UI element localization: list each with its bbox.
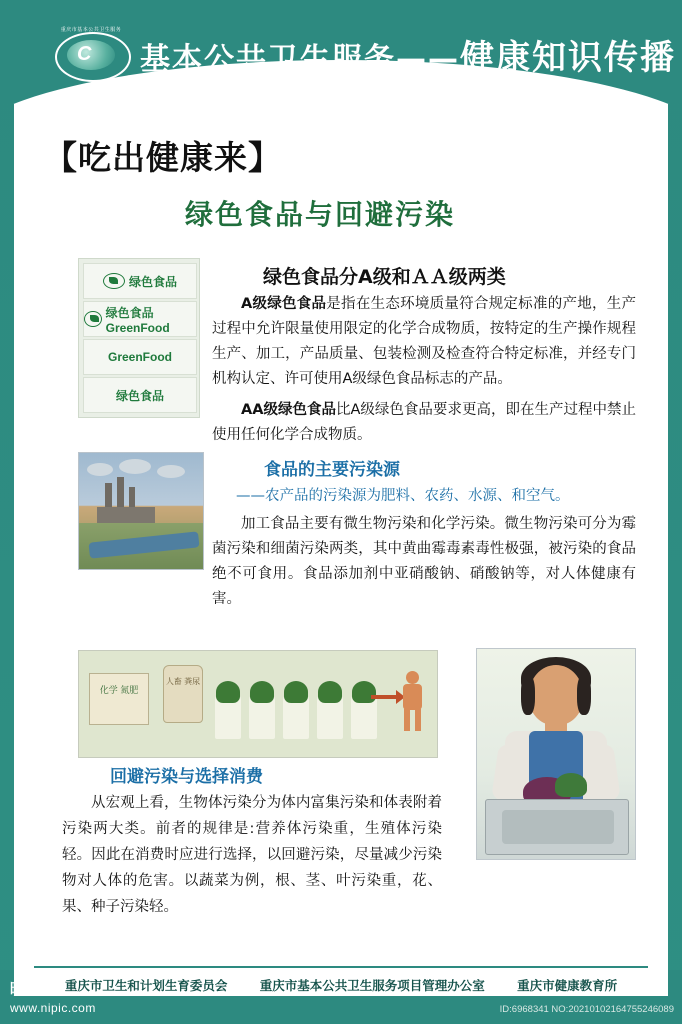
manure-jar-icon: 人畜 粪尿 [163,665,203,723]
section1-paragraph-1 [212,292,636,392]
vegetable-row [215,677,385,739]
figure-head [406,671,419,684]
section1-p2-lead: AA级绿色食品 [241,402,336,418]
watermark-url: www.nipic.com [10,1001,96,1015]
woman-washing-vegetables-image [476,648,636,860]
section1-p1-text: 是指在生态环境质量符合规定标准的产地，生产过程中允许限量使用限定的化学合成物质，按特定的生产操作规程生产、加工，产品质量、包装检测及检查符合特定标准，并经专门机构认定、许可使用A级绿色食品标志的产品。 [212,296,636,387]
header-title-part2: 健康知识传播 [460,38,676,78]
hair-side-icon [521,675,535,715]
green-food-label-3 [83,339,197,375]
green-food-label-2 [83,301,197,337]
watermark-title: 昵图网 [10,980,59,998]
cloud-icon [157,465,185,478]
section3-body [62,790,442,920]
section2-body [212,512,636,612]
fertilizer-bag-icon: 化学 氮肥 [89,673,149,725]
section1-heading: 绿色食品分A级和ＡＡ级两类 [263,266,506,288]
vegetable-leaf-icon [555,773,587,797]
head-icon [529,665,583,725]
section3-heading: 回避污染与选择消费 [110,767,263,787]
cloud-icon [87,463,113,476]
header-title-part1: 基本公共卫生服务—— [140,42,460,77]
sink-icon [485,799,629,855]
green-food-label-2-text: 绿色食品 GreenFood [105,305,170,335]
poster-header [0,0,682,104]
section2-paragraph: 加工食品主要有微生物污染和化学污染。微生物污染可分为霉菌污染和细菌污染两类，其中黄曲霉毒素毒性极强，被污染的食品绝不可食用。食品添加剂中亚硝酸钠、硝酸钠等，对人体健康有害。 [212,516,636,607]
header-title [140,30,676,79]
organization-logo [55,26,127,78]
section1-p2-text: 比A级绿色食品要求更高，即在生产过程中禁止使用任何化学合成物质。 [212,402,636,443]
footer-id-text: ID:6968341 NO:20210102164755246089 [499,1004,674,1015]
green-food-label-4 [83,377,197,413]
footer-divider [34,966,648,968]
footer-org-3: 重庆市健康教育所 [517,978,618,993]
footer-org-2: 重庆市基本公共卫生服务项目管理办公室 [259,978,485,993]
footer-org-1: 重庆市卫生和计划生育委员会 [64,978,228,993]
section1-paragraph-2 [212,398,636,448]
bokchoy-icon [215,695,241,739]
green-food-label-3-text: GreenFood [107,350,172,364]
leaf-icon [84,311,102,327]
river-field-icon [79,523,204,570]
arrow-right-icon [371,695,397,699]
section1-p1-lead: A级绿色食品 [241,296,327,312]
leaf-icon [103,273,125,289]
figure-leg [415,709,421,731]
logo-text: 重庆市基本公共卫生服务 [60,27,122,33]
human-figure-icon [397,671,427,733]
section1-body [212,292,636,454]
watermark [10,978,96,1015]
factory-pollution-image [78,452,204,570]
green-food-label-1 [83,263,197,299]
fertilizer-vegetable-image [78,650,438,758]
page-subtitle: 绿色食品与回避污染 [185,198,456,231]
bokchoy-icon [283,695,309,739]
section2-heading: 食品的主要污染源 [264,460,400,480]
bokchoy-icon [351,695,377,739]
section3-paragraph: 从宏观上看，生物体污染分为体内富集污染和体表附着污染两大类。前者的规律是:营养体污染重，生殖体污染轻。因此在消费时应进行选择，以回避污染，尽量减少污染物对人体的危害。以蔬菜为例，根、茎、叶污染重，花、果、种子污染轻。 [62,795,442,915]
cloud-icon [119,459,151,474]
green-food-label-4-text: 绿色食品 [115,388,164,403]
page-title: 【吃出健康来】 [44,138,282,177]
sink-basin [502,810,614,844]
bokchoy-icon [317,695,343,739]
bokchoy-icon [249,695,275,739]
green-food-label-1-text: 绿色食品 [128,274,177,289]
section2-subheading: ——农产品的污染源为肥料、农药、水源、和空气。 [236,488,570,504]
logo-letter: C [77,43,92,65]
footer-organizations [0,976,682,994]
figure-leg [404,709,410,731]
hair-side-icon [577,675,591,715]
figure-body [403,684,422,710]
green-food-labels-image [78,258,200,418]
